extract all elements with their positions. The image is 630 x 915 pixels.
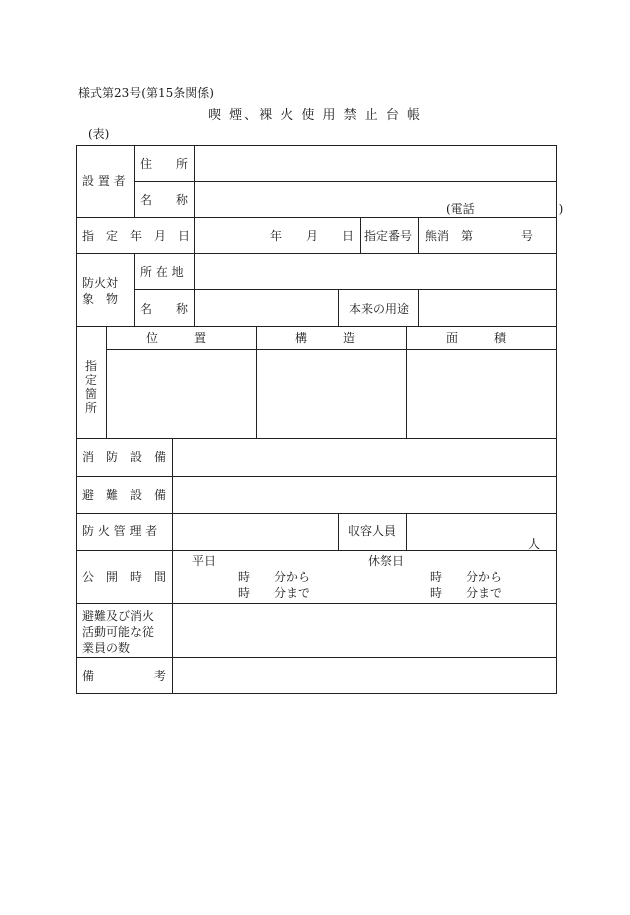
designation-number-label: 指定番号	[364, 229, 413, 243]
col-divider	[418, 217, 419, 253]
fire-manager-field[interactable]	[173, 514, 337, 549]
original-use-field[interactable]	[419, 290, 555, 325]
original-use-label: 本来の用途	[349, 302, 410, 316]
target-name-label: 名 称	[140, 302, 189, 316]
col-divider	[338, 289, 339, 326]
col-divider	[134, 253, 135, 326]
weekday-label: 平日	[192, 554, 217, 568]
weekday-from[interactable]: 時 分から	[238, 570, 311, 584]
name-label: 名 称	[140, 193, 189, 207]
form-title: 喫 煙、裸 火 使 用 禁 止 台 帳	[207, 108, 423, 123]
table-border-bottom	[76, 693, 556, 694]
evacuation-equipment-field[interactable]	[173, 477, 555, 512]
row-divider	[76, 217, 556, 218]
row-divider	[76, 550, 556, 551]
location-field[interactable]	[195, 254, 555, 289]
remarks-field[interactable]	[173, 658, 555, 693]
holiday-label: 休祭日	[368, 554, 405, 568]
target-name-field[interactable]	[195, 290, 337, 325]
col-divider	[338, 513, 339, 550]
place-structure-field[interactable]	[257, 350, 405, 437]
column-header-location: 位 置	[146, 331, 207, 345]
staff-label-line1: 避難及び消火	[82, 609, 155, 623]
installer-label: 設 置 者	[82, 174, 126, 188]
address-label: 住 所	[140, 157, 189, 171]
capacity-unit: 人	[528, 537, 541, 551]
side-label: (表)	[88, 127, 110, 141]
designation-date-label: 指 定 年 月 日	[82, 229, 191, 243]
capacity-label: 収容人員	[348, 524, 397, 538]
address-field[interactable]	[195, 146, 555, 181]
opening-hours-label: 公 開 時 間	[82, 570, 167, 584]
ledger-table	[76, 145, 564, 693]
place-area-field[interactable]	[407, 350, 555, 437]
fire-equipment-label: 消 防 設 備	[82, 450, 167, 464]
designation-date-field[interactable]: 年 月 日	[270, 229, 355, 243]
place-location-field[interactable]	[107, 350, 255, 437]
location-label: 所 在 地	[140, 265, 184, 279]
target-label-line2: 象 物	[82, 292, 119, 306]
fire-equipment-field[interactable]	[173, 439, 555, 475]
staff-label-line3: 業員の数	[82, 641, 131, 655]
fire-manager-label: 防 火 管 理 者	[82, 524, 158, 538]
form-number: 様式第23号(第15条関係)	[78, 86, 214, 100]
evacuation-equipment-label: 避 難 設 備	[82, 488, 167, 502]
remarks-label: 備 考	[82, 669, 167, 683]
table-border-left	[76, 145, 77, 693]
col-divider	[134, 145, 135, 217]
weekday-until[interactable]: 時 分まで	[238, 586, 311, 600]
holiday-until[interactable]: 時 分まで	[430, 586, 503, 600]
staff-count-field[interactable]	[173, 604, 555, 656]
col-divider	[194, 217, 195, 253]
target-label-line1: 防火対	[82, 276, 119, 290]
staff-label-line2: 活動可能な従	[82, 625, 155, 639]
designated-place-label: 指定箇所	[84, 359, 97, 415]
holiday-from[interactable]: 時 分から	[430, 570, 503, 584]
column-header-structure: 構 造	[295, 331, 356, 345]
table-border-right	[556, 145, 557, 694]
row-divider	[76, 326, 556, 327]
column-header-area: 面 積	[446, 331, 507, 345]
col-divider	[360, 217, 361, 253]
phone-label: (電話 )	[446, 202, 564, 216]
designation-number-field[interactable]: 熊消 第 号	[425, 229, 534, 243]
